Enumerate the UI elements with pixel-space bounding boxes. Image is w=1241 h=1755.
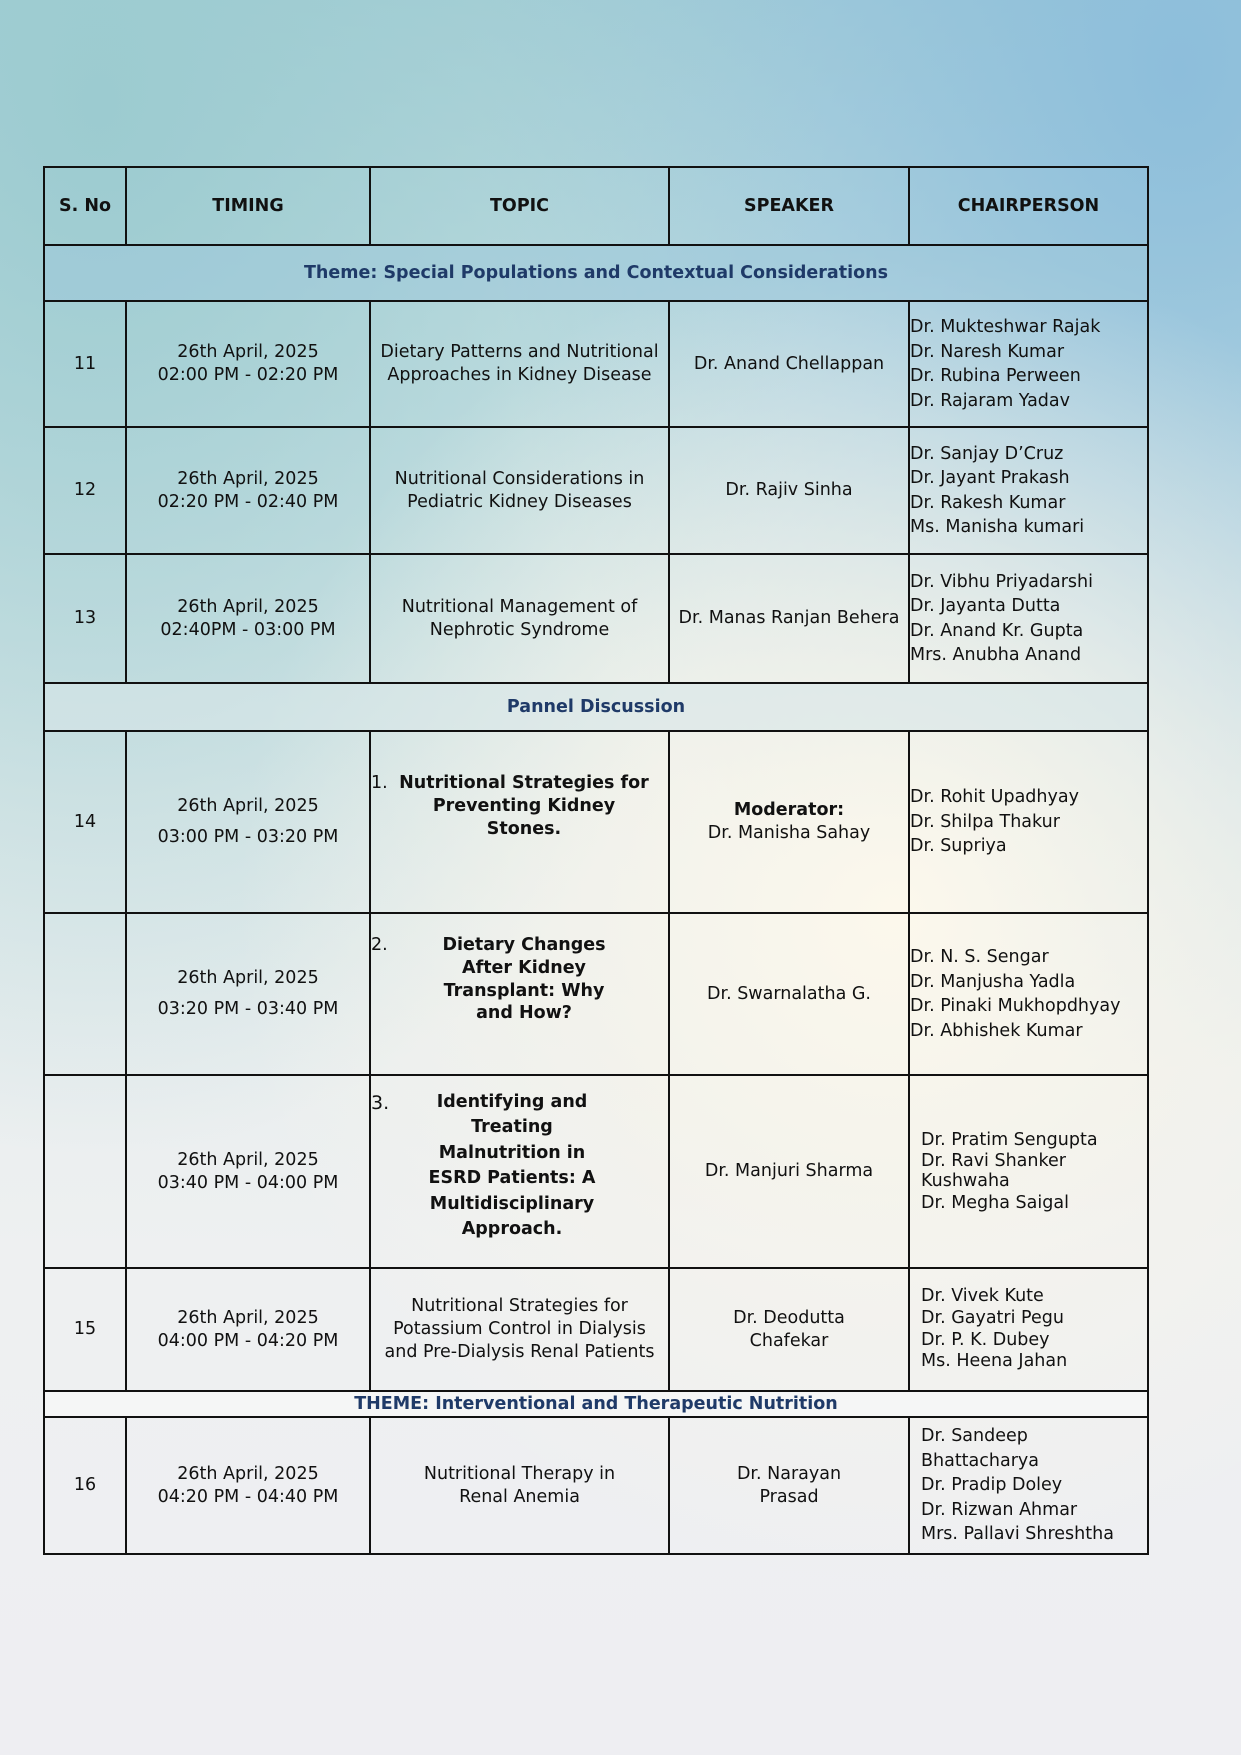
chairperson-name: Dr. Abhishek Kumar [910, 1020, 1083, 1041]
row-sno [44, 913, 126, 1075]
schedule-table [43, 166, 1149, 1555]
chairperson-name: Dr. Vibhu Priyadarshi [910, 571, 1093, 592]
chairperson-name: Dr. Ravi Shanker Kushwaha [921, 1151, 1066, 1191]
chairperson-name: Dr. Mukteshwar Rajak [910, 317, 1101, 337]
row-date: 26th April, 2025 [177, 968, 319, 989]
row-speaker [669, 731, 909, 913]
header-chairperson: CHAIRPERSON [909, 167, 1148, 245]
row-timing [126, 427, 370, 554]
moderator-label: Moderator: [733, 800, 845, 821]
table-row [44, 554, 1148, 683]
row-timing [126, 731, 370, 913]
chairperson-name: Dr. P. K. Dubey [921, 1329, 1050, 1350]
row-time: 02:00 PM - 02:20 PM [157, 365, 339, 385]
row-chairpersons [909, 913, 1148, 1075]
row-time: 04:00 PM - 04:20 PM [157, 1330, 339, 1351]
chairperson-name: Dr. Rakesh Kumar [910, 492, 1066, 513]
row-chairpersons [909, 1075, 1148, 1268]
row-date: 26th April, 2025 [177, 468, 319, 489]
row-sno: 15 [44, 1268, 126, 1391]
row-timing [126, 301, 370, 427]
row-chairpersons [909, 554, 1148, 683]
row-speaker: Dr. Anand Chellappan [669, 301, 909, 427]
chairperson-name: Dr. Sandeep Bhattacharya [921, 1426, 1039, 1471]
theme-title: THEME: Interventional and Therapeutic Nutrition [44, 1391, 1148, 1417]
chairperson-name: Dr. Gayatri Pegu [921, 1307, 1064, 1328]
chairperson-name: Dr. Rohit Upadhyay [910, 787, 1079, 808]
row-chairpersons [909, 1417, 1148, 1554]
chairperson-name: Ms. Manisha kumari [910, 517, 1085, 537]
row-speaker: Dr. Manas Ranjan Behera [669, 554, 909, 683]
chairperson-name: Dr. Pinaki Mukhopdhyay [910, 996, 1121, 1016]
theme-title: Theme: Special Populations and Contextual Considerations [44, 245, 1148, 301]
chairperson-name: Dr. Rubina Perween [910, 366, 1081, 386]
row-time: 03:20 PM - 03:40 PM [157, 999, 339, 1019]
row-topic: Nutritional Considerations in Pediatric Kidney Diseases [370, 427, 669, 554]
row-speaker: Dr. Manjuri Sharma [669, 1075, 909, 1268]
chairperson-name: Dr. Anand Kr. Gupta [910, 620, 1084, 641]
chairperson-name: Dr. Sanjay D’Cruz [910, 443, 1064, 464]
row-speaker: Dr. Deodutta Chafekar [669, 1268, 909, 1391]
chairperson-name: Dr. Jayanta Dutta [910, 596, 1061, 616]
topic-number: 2. [371, 935, 388, 955]
chairperson-name: Dr. Naresh Kumar [910, 341, 1065, 362]
row-time: 02:40PM - 03:00 PM [160, 619, 336, 640]
chairperson-name: Dr. Rajaram Yadav [910, 390, 1070, 411]
header-topic: TOPIC [370, 167, 669, 245]
chairperson-name: Dr. Pratim Sengupta [921, 1129, 1098, 1150]
row-timing [126, 554, 370, 683]
topic-number: 1. [371, 773, 388, 793]
row-sno: 13 [44, 554, 126, 683]
chairperson-name: Dr. Pradip Doley [921, 1475, 1063, 1496]
row-topic [370, 1075, 669, 1268]
header-timing: TIMING [126, 167, 370, 245]
theme-row-panel-discussion [44, 683, 1148, 731]
row-time: 03:00 PM - 03:20 PM [157, 827, 339, 847]
table-row [44, 913, 1148, 1075]
chairperson-name: Dr. N. S. Sengar [910, 947, 1049, 967]
row-topic [370, 731, 669, 913]
row-date: 26th April, 2025 [177, 342, 319, 363]
chairperson-name: Dr. Shilpa Thakur [910, 811, 1060, 832]
chairperson-name: Dr. Vivek Kute [921, 1285, 1044, 1306]
row-time: 03:40 PM - 04:00 PM [157, 1172, 339, 1193]
row-sno: 11 [44, 301, 126, 427]
row-chairpersons [909, 427, 1148, 554]
header-sno: S. No [44, 167, 126, 245]
chairperson-name: Mrs. Pallavi Shreshtha [921, 1524, 1114, 1545]
row-sno [44, 1075, 126, 1268]
table-row [44, 1075, 1148, 1268]
row-timing [126, 1075, 370, 1268]
header-speaker: SPEAKER [669, 167, 909, 245]
speaker-name: Dr. Manisha Sahay [707, 823, 871, 843]
table-row [44, 731, 1148, 913]
row-timing [126, 1417, 370, 1554]
row-sno: 14 [44, 731, 126, 913]
chairperson-name: Dr. Megha Saigal [921, 1192, 1069, 1213]
row-topic [370, 913, 669, 1075]
table-row [44, 301, 1148, 427]
table-row [44, 1268, 1148, 1391]
row-sno: 16 [44, 1417, 126, 1554]
row-date: 26th April, 2025 [177, 1463, 319, 1484]
row-date: 26th April, 2025 [177, 1149, 319, 1170]
table-row [44, 427, 1148, 554]
topic-text: Identifying and Treating Malnutrition in ESRD Patients: A Multidisciplinary Approach. [428, 1092, 596, 1239]
row-speaker: Dr. Narayan Prasad [669, 1417, 909, 1554]
row-speaker: Dr. Rajiv Sinha [669, 427, 909, 554]
theme-row-special-populations [44, 245, 1148, 301]
row-timing [126, 1268, 370, 1391]
row-date: 26th April, 2025 [177, 796, 319, 817]
chairperson-name: Dr. Jayant Prakash [910, 468, 1070, 488]
row-speaker: Dr. Swarnalatha G. [669, 913, 909, 1075]
topic-text: Nutritional Strategies for Preventing Kidney Stones. [399, 773, 649, 839]
chairperson-name: Dr. Rizwan Ahmar [921, 1499, 1078, 1520]
header-row [44, 167, 1148, 245]
chairperson-name: Mrs. Anubha Anand [910, 645, 1082, 665]
chairperson-name: Dr. Supriya [910, 836, 1007, 857]
row-date: 26th April, 2025 [177, 1307, 319, 1328]
row-timing [126, 913, 370, 1075]
table-row [44, 1417, 1148, 1554]
row-time: 02:20 PM - 02:40 PM [157, 491, 339, 512]
row-date: 26th April, 2025 [177, 596, 319, 617]
theme-title: Pannel Discussion [44, 683, 1148, 731]
row-topic: Nutritional Therapy in Renal Anemia [370, 1417, 669, 1554]
chairperson-name: Dr. Manjusha Yadla [910, 971, 1076, 992]
row-topic: Dietary Patterns and Nutritional Approaches in Kidney Disease [370, 301, 669, 427]
row-chairpersons [909, 301, 1148, 427]
topic-text: Dietary Changes After Kidney Transplant: Why and How? [442, 935, 606, 1024]
row-time: 04:20 PM - 04:40 PM [157, 1486, 339, 1507]
chairperson-name: Ms. Heena Jahan [921, 1351, 1068, 1372]
row-sno: 12 [44, 427, 126, 554]
row-chairpersons [909, 731, 1148, 913]
row-topic: Nutritional Management of Nephrotic Syndrome [370, 554, 669, 683]
row-chairpersons [909, 1268, 1148, 1391]
topic-number: 3. [371, 1092, 390, 1114]
theme-row-interventional [44, 1391, 1148, 1417]
row-topic: Nutritional Strategies for Potassium Control in Dialysis and Pre-Dialysis Renal Patients [370, 1268, 669, 1391]
